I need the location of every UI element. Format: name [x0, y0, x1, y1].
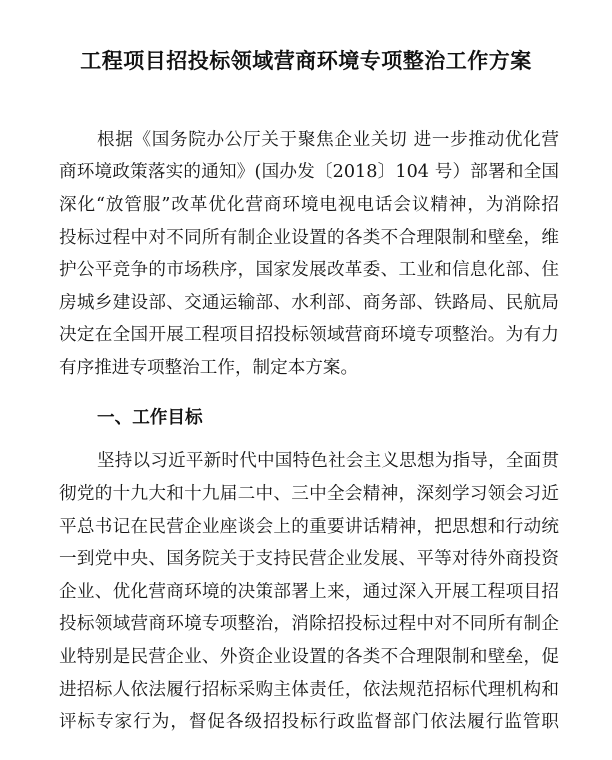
paragraph-2-line-4: 一到党中央、国务院关于支持民营企业发展、平等对待外商投资	[59, 549, 559, 569]
paragraph-1-line-5: 护公平竞争的市场秩序，国家发展改革委、工业和信息化部、住	[59, 260, 559, 280]
paragraph-2-line-8: 进招标人依法履行招标采购主体责任，依法规范招标代理机构和	[59, 680, 559, 700]
paragraph-1-line-8: 有序推进专项整治工作，制定本方案。	[59, 358, 359, 378]
paragraph-2-line-7: 业特别是民营企业、外资企业设置的各类不合理限制和壁垒，促	[59, 647, 559, 667]
paragraph-1-line-7: 决定在全国开展工程项目招投标领域营商环境专项整治。为有力	[59, 325, 559, 345]
section-1-heading: 一、工作目标	[97, 408, 203, 428]
paragraph-2-line-1: 坚持以习近平新时代中国特色社会主义思想为指导，全面贯	[97, 451, 559, 471]
paragraph-2-line-5: 企业、优化营商环境的决策部署上来，通过深入开展工程项目招	[59, 582, 559, 602]
paragraph-2-line-3: 平总书记在民营企业座谈会上的重要讲话精神，把思想和行动统	[59, 517, 559, 537]
document-title: 工程项目招投标领域营商环境专项整治工作方案	[80, 48, 532, 73]
paragraph-1-line-1: 根据《国务院办公厅关于聚焦企业关切 进一步推动优化营	[97, 130, 559, 150]
paragraph-2-line-9: 评标专家行为，督促各级招投标行政监督部门依法履行监管职	[59, 712, 559, 732]
paragraph-1-line-2: 商环境政策落实的通知》(国办发〔2018〕104 号）部署和全国	[59, 162, 559, 182]
paragraph-1-line-4: 投标过程中对不同所有制企业设置的各类不合理限制和壁垒，维	[59, 228, 559, 248]
paragraph-2-line-6: 投标领域营商环境专项整治，消除招投标过程中对不同所有制企	[59, 614, 559, 634]
paragraph-1-line-3: 深化“放管服”改革优化营商环境电视电话会议精神，为消除招	[59, 195, 559, 215]
paragraph-1-line-6: 房城乡建设部、交通运输部、水利部、商务部、铁路局、民航局	[59, 293, 559, 313]
paragraph-2-line-2: 彻党的十九大和十九届二中、三中全会精神，深刻学习领会习近	[59, 484, 559, 504]
